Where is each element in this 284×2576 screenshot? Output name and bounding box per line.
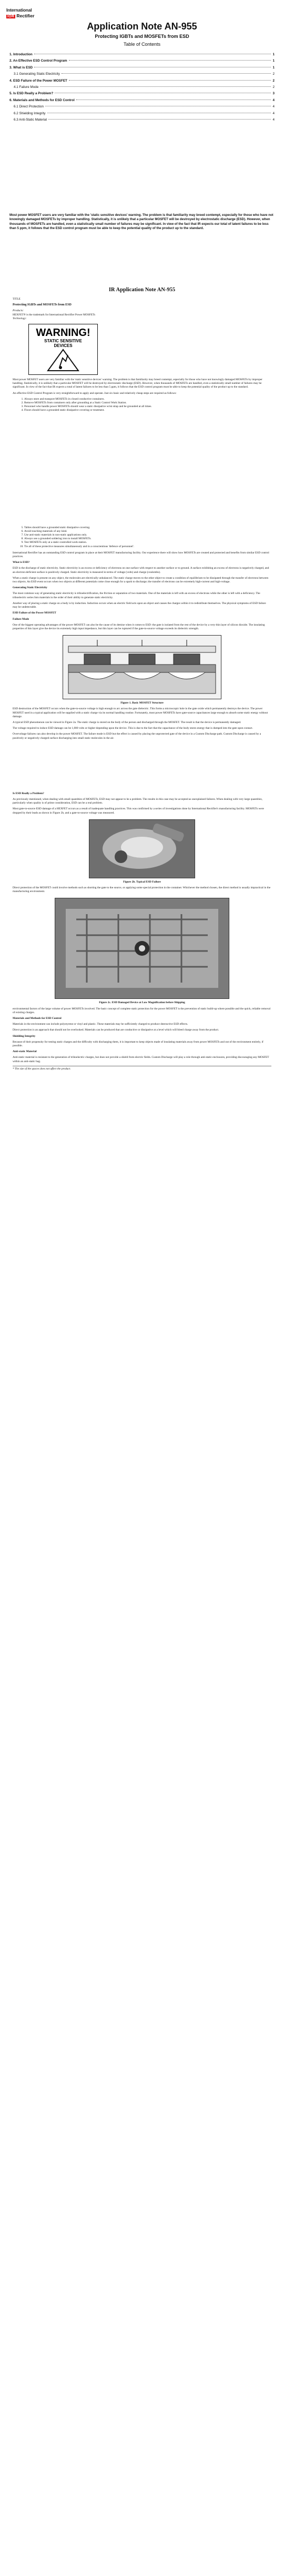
toc-entry[interactable]: [9, 92, 275, 98]
static-warning-icon: [29, 324, 97, 374]
ir-paragraph: International Rectifier has an outstanding ESD control program in place at their MOSFET manufacturing facility. Our experience there will show how MOSFETs are created and protected and benefits from similar ESD control practices.: [13, 551, 269, 559]
list-item: 1. Always store and transport MOSFETs in closed conductive containers.: [24, 398, 271, 401]
toc-entry-page: 4: [272, 98, 275, 102]
toc-entry-page: 2: [272, 78, 275, 83]
toc-entry-page: 4: [272, 111, 275, 115]
problem-paragraph-2: Most gate-to-source ESD damage of a HEXFET occurs as a result of inadequate handling practices. This was confirmed by a series of investigations done by International Rectifier's manufacturing facility. MOSFETs were dropped by their leads as shown in Figure 2b, and a gate-to-source voltage was measured.: [13, 807, 264, 815]
figure-2b-esd-photo: [89, 819, 195, 878]
toc-entry-label: 6. Materials and Methods for ESD Control: [9, 98, 75, 102]
toc-entry[interactable]: [9, 79, 275, 85]
warning-line-1: STATIC SENSITIVE: [44, 339, 82, 344]
toc-entry-page: 3: [272, 92, 275, 96]
toc-entry[interactable]: [9, 59, 275, 65]
figure-2c-micrograph: [55, 898, 229, 999]
list-item: 10. Tie all of these protective measures simultaneously and in a conscientious 'defence of personnel'.: [24, 545, 271, 549]
toc-leader-dots: [40, 86, 271, 87]
problem-paragraph-4: environmental factors of the large volume of power MOSFETs involved. The basic concept of complete static protection for the power MOSFET is the prevention of static build-up where possible and the quick, reliable removal of existing charges.: [13, 1007, 271, 1014]
problem-paragraph-3: Direct protection of the MOSFET could involve methods such as shorting the gate to the source, or applying some special protection in the container. Whichever the method chosen, the direct method is usually impractical in the manufacturing environment.: [13, 886, 271, 894]
toc-heading: Table of Contents: [123, 42, 161, 47]
intro-paragraph-1: Most power MOSFET users are very familiar with the 'static sensitive devices' warning. The problem is that familiarity may breed contempt, especially for those who have not knowingly damaged MOSFETs by improper handling. Statistically, it is unlikely that a particular MOSFET will be destroyed by electrostatic discharge (ESD). However, when thousands of MOSFETs are handled, even a statistically small number of failures may be significant. In view of the fact that IR expects a total of latent failures to be less than 5 ppm, it follows that the ESD control program must be able to keep the potential quality of the product up to the standard.: [13, 378, 262, 389]
problem-paragraph-1: As previously mentioned, when dealing with small quantities of MOSFETs, ESD may not appear to be a problem. The results in this case may be accepted as unexplained failures. When dealing with very large quantities, particularly when quality is of prime consideration, ESD can be a real problem.: [13, 797, 262, 805]
figure-2c-caption: Figure 2c. ESD Damaged Device at Low Magnification before Shipping: [99, 1001, 185, 1005]
toc-entry-page: 1: [272, 65, 275, 70]
list-item: 3. Personnel who handle power MOSFETs should wear a static dissipative wrist strap and be grounded at all times.: [24, 405, 271, 409]
toc-entry-page: 4: [272, 117, 275, 122]
toc-leader-dots: [48, 119, 271, 120]
toc-entry-page: 4: [272, 105, 275, 109]
doc-title: Protecting IGBTs and MOSFETs from ESD: [13, 303, 72, 307]
gen-paragraph-2: Another way of placing a static charge on a body is by induction. Induction occurs when an electric field acts upon an object and causes the charges within it to redistribute themselves. The physical symptoms of ESD failure may be undetectable.: [13, 601, 266, 609]
list-item: 5. Tables should have a grounded static dissipative covering.: [24, 526, 271, 530]
figure-1-caption: Figure 1. Basic MOSFET Structure: [120, 701, 164, 705]
toc-entry[interactable]: [9, 105, 275, 111]
figure-1-mosfet-structure: [63, 635, 221, 699]
section-shielding: Shielding Integrity: [13, 1034, 36, 1038]
fail-paragraph-3: A typical ESD phenomenon can be viewed in Figure 2a. The static charge is stored on the body of the person and discharged through the MOSFET. The result is that the device is permanently damaged.: [13, 720, 241, 724]
control-steps-list-a: [13, 398, 271, 413]
document-header: IR Application Note AN-955: [108, 287, 176, 293]
fail-paragraph-2: ESD destruction of the MOSFET occurs when the gate-to-source voltage is high enough to arc across the gate dielectric. This forms a microscopic hole in the gate oxide which permanently destroys the device. The power MOSFET used in a typical application will be supplied with a static charge via its normal handling routine. Fortunately, most power MOSFETs have gate-source capacitances large enough to absorb some static energy without damage.: [13, 707, 268, 718]
fail-paragraph-5: Overvoltage failures can also develop in the power MOSFET. The failure mode is ESD but the effect is caused by placing the unprotected gate of the device in a Custom Discharge path. Custom Discharge is caused by a positively or negatively charged surface discharging into small static molecules in the air.: [13, 732, 261, 740]
toc-entry[interactable]: [9, 53, 275, 59]
toc-entry-label: 3.1 Generating Static Electricity: [14, 72, 60, 76]
toc-entry[interactable]: [9, 118, 275, 124]
fail-paragraph-1: One of the biggest operating advantages of the power MOSFET can also be the cause of its demise when it comes to ESD: the gate is isolated from the rest of the device by a very thin layer of silicon dioxide. The insulating properties of this layer give the device its extremely high input impedance, but this layer can be ruptured if the gate-to-source voltage exceeds its dielectric strength.: [13, 623, 265, 630]
topic-label: TITLE: [13, 298, 21, 301]
technology-label: Technology:: [13, 316, 27, 320]
toc-entry-label: 2. An Effective ESD Control Program: [9, 59, 67, 63]
toc-entry-label: 6.3 Anti-Static Material: [14, 117, 47, 122]
toc-entry-label: 5. Is ESD Really a Problem?: [9, 92, 54, 96]
list-item: 8. Always use a grounded soldering iron to install MOSFETs.: [24, 537, 271, 541]
toc-entry[interactable]: [9, 72, 275, 78]
section-methods: Materials and Methods for ESD Control: [13, 1016, 62, 1020]
toc-entry[interactable]: [9, 98, 275, 105]
table-of-contents: [9, 53, 275, 124]
figure-2b-caption: Figure 2b. Typical ESD Failure: [123, 880, 161, 884]
warning-box: [28, 324, 98, 375]
ior-badge: IOR: [7, 15, 15, 18]
warning-title: WARNING!: [36, 327, 90, 339]
list-item: 2. Remove MOSFETs from containers only after grounding at a Static Control Work Station.: [24, 401, 271, 405]
toc-entry-label: 4. ESD Failure of the Power MOSFET: [9, 78, 67, 83]
page-title: Application Note AN-955: [87, 21, 197, 32]
section-failure-mode: Failure Mode: [13, 617, 29, 621]
toc-entry[interactable]: [9, 112, 275, 118]
toc-entry-label: 6.2 Shielding Integrity: [14, 111, 46, 115]
products-label: Products:: [13, 309, 24, 313]
toc-entry[interactable]: [9, 85, 275, 92]
abstract: Most power MOSFET users are very familiar with the 'static sensitive devices' warning. The problem is that familiarity may breed contempt, especially for those who have not knowingly damaged MOSFETs by improper handling. Statistically, it is unlikely that a particular MOSFET will be destroyed by electrostatic discharge (ESD). However, when thousands of MOSFETs are handled, even a statistically small number of failures may be significant. In view of the fact that IR expects our total of latent failures to be less than 5 ppm, it follows that the ESD control program must be able to keep the potential quality of the product up to the standard.: [9, 213, 273, 231]
cover-page: [0, 0, 284, 282]
what-paragraph-2: When a static charge is present on any object, the molecules are electrically unbalanced. The static charge moves to the other object to create a condition of equilibrium to be dissipated through the transfer of electrons between two objects. An ESD event occurs when two objects at different potentials come close enough for a spark to discharge; the transfer of electrons can be extremely high-current and high-voltage.: [13, 576, 269, 584]
control-steps-list-b: [13, 526, 271, 549]
company-logo: International IOR Rectifier: [6, 7, 35, 18]
list-item: 4. Floors should have a grounded static dissipative covering or treatment.: [24, 409, 271, 412]
toc-entry[interactable]: [9, 66, 275, 72]
spacer: [13, 742, 271, 790]
shielding-paragraph: Because of their propensity for testing static charges and the difficulty with discharging them, it is important to keep objects made of insulating materials away from power MOSFETs and out of the environment entirely, if possible.: [13, 1040, 263, 1047]
toc-entry-label: 3. What is ESD: [9, 65, 33, 70]
toc-entry-label: 4.1 Failure Mode: [14, 85, 39, 89]
section-anti-static: Anti-static Material: [13, 1050, 37, 1054]
toc-entry-label: 1. Introduction: [9, 53, 33, 56]
methods-paragraph-1: Materials in the environment can include polystyrene or vinyl and plastic. These materials may be sufficiently charged to produce destructive ESD effects.: [13, 1023, 188, 1026]
document-page: [0, 282, 284, 2576]
methods-paragraph-2: Direct protection is an approach that should not be overlooked. Materials can be produced that are conductive or dissipative at a level which will bleed charge away from the product.: [13, 1028, 219, 1032]
spacer: [13, 415, 271, 526]
toc-entry-label: 6.1 Direct Protection: [14, 105, 44, 109]
list-item: 7. Use anti-static materials in non-static applications only.: [24, 533, 271, 537]
page-subtitle: Protecting IGBTs and MOSFETs from ESD: [95, 34, 189, 39]
section-what-is-esd: What is ESD?: [13, 561, 30, 564]
toc-leader-dots: [69, 60, 271, 61]
list-item: 9. Test MOSFETs only at a static-controlled work station.: [24, 541, 271, 544]
fail-paragraph-4: The voltage required to induce ESD damage can be 1,000 volts or higher depending upon the device. This is due to the fact that the capacitance of the body stores energy that is dumped into the gate upon contact.: [13, 727, 253, 730]
section-esd-failure: ESD Failure of the Power MOSFET: [13, 611, 56, 615]
toc-leader-dots: [62, 73, 271, 74]
footnote: * The size of the spaces does not affect the product.: [13, 1066, 271, 1071]
warning-line-2: DEVICES: [54, 343, 73, 349]
gen-paragraph-1: The most common way of generating static electricity is triboelectrification, the friction or separation of two materials. One of the materials is left with an excess of electrons while the other is left with a deficiency. The triboelectric series lists materials in the order of their ability to generate static electricity.: [13, 592, 260, 599]
section-is-esd-problem: Is ESD Really a Problem?: [13, 791, 44, 795]
document-body: [13, 298, 271, 1073]
intro-paragraph-2: An effective ESD Control Program is very straightforward to apply and operate. Just six basic and relatively cheap steps are required as follows:: [13, 391, 177, 395]
products-text: HEXFET® is the trademark for International Rectifier Power MOSFETs: [13, 313, 96, 316]
anti-static-paragraph: Anti-static material is resistant to the generation of triboelectric charges, but does not provide a shield from electric fields. Custom Discharge will play a role through anti-static enclosures, providing discouraging any MOSFET within an anti-static bag.: [13, 1056, 269, 1063]
section-generating: Generating Static Electricity: [13, 586, 47, 590]
toc-entry-page: 1: [272, 53, 275, 56]
toc-entry-page: 2: [272, 72, 275, 76]
toc-leader-dots: [69, 80, 271, 81]
toc-entry-page: 1: [272, 59, 275, 63]
toc-entry-page: 2: [272, 85, 275, 89]
what-paragraph-1: ESD is the discharge of static electricity. Static electricity is an excess or deficiency of electrons on one surface with respect to another surface or to ground. A surface exhibiting an excess of electrons is negatively charged, and an electron-deficient surface is positively charged. Static electricity is measured in terms of voltage (volts) and charge (coulombs).: [13, 567, 269, 574]
list-item: 6. Avoid touching materials of any kind.: [24, 530, 271, 533]
